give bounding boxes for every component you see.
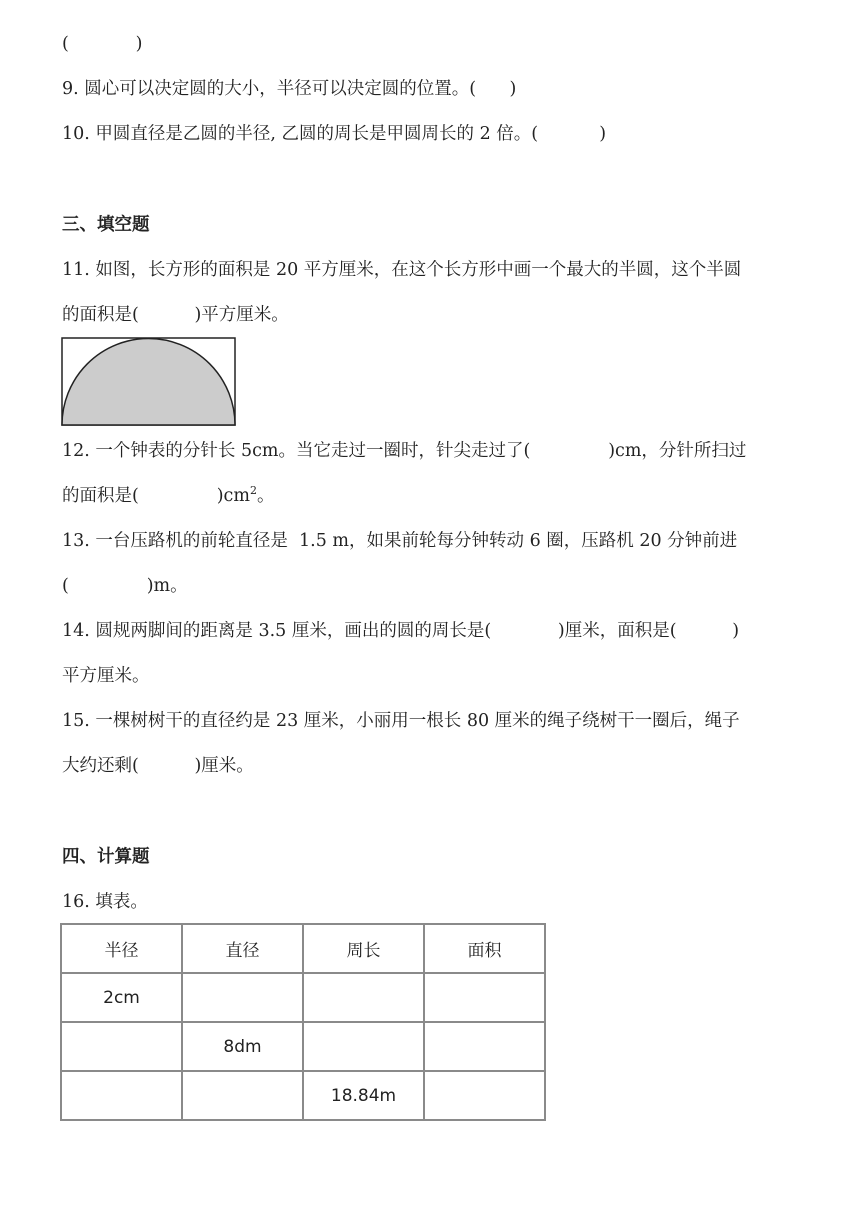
question-9: 9. 圆心可以决定圆的大小，半径可以决定圆的位置。( ) [62, 79, 517, 99]
question-14-line-2: 平方厘米。 [62, 666, 150, 686]
question-15-line-2: 大约还剩( )厘米。 [62, 756, 254, 776]
table-cell [61, 1071, 182, 1120]
table-row [61, 973, 545, 1022]
semicircle-in-rectangle-figure [61, 337, 237, 427]
fill-in-table [60, 923, 546, 1121]
table-cell [424, 1071, 545, 1120]
table-cell [424, 1022, 545, 1071]
question-13-line-1: 13. 一台压路机的前轮直径是 1.5 m，如果前轮每分钟转动 6 圈，压路机 20 分钟前进 [62, 531, 738, 551]
table-cell [303, 1022, 424, 1071]
table-cell [182, 973, 303, 1022]
question-12-text: 的面积是( )cm [62, 486, 250, 506]
section-heading-fill-blank: 三、填空题 [62, 215, 150, 235]
header-area: 面积 [424, 924, 545, 973]
question-12-line-1: 12. 一个钟表的分针长 5cm。当它走过一圈时，针尖走过了( )cm，分针所扫过 [62, 441, 747, 461]
table-header-row [61, 924, 545, 973]
question-12-line-2 [62, 484, 274, 508]
question-11-line-1: 11. 如图，长方形的面积是 20 平方厘米，在这个长方形中画一个最大的半圆，这个半圆 [62, 260, 742, 280]
table-cell [182, 1071, 303, 1120]
table-row [61, 1022, 545, 1071]
question-11-line-2: 的面积是( )平方厘米。 [62, 305, 289, 325]
question-10: 10. 甲圆直径是乙圆的半径, 乙圆的周长是甲圆周长的 2 倍。( ) [62, 124, 607, 144]
table-cell [303, 973, 424, 1022]
question-15-line-1: 15. 一棵树树干的直径约是 23 厘米，小丽用一根长 80 厘米的绳子绕树干一圈后，绳子 [62, 711, 740, 731]
previous-answer-blank: ( ) [62, 34, 143, 54]
header-circumference: 周长 [303, 924, 424, 973]
question-12-end: 。 [256, 486, 275, 506]
question-14-line-1: 14. 圆规两脚间的距离是 3.5 厘米，画出的圆的周长是( )厘米，面积是( ) [62, 621, 740, 641]
table-cell: 18.84m [303, 1071, 424, 1120]
superscript-2: 2 [249, 484, 257, 497]
table-row [61, 1071, 545, 1120]
question-16: 16. 填表。 [62, 892, 148, 912]
table-cell: 2cm [61, 973, 182, 1022]
section-heading-calculation: 四、计算题 [62, 847, 150, 867]
table-cell [61, 1022, 182, 1071]
table-cell [424, 973, 545, 1022]
table-cell: 8dm [182, 1022, 303, 1071]
question-13-line-2: ( )m。 [62, 576, 188, 596]
header-radius: 半径 [61, 924, 182, 973]
header-diameter: 直径 [182, 924, 303, 973]
